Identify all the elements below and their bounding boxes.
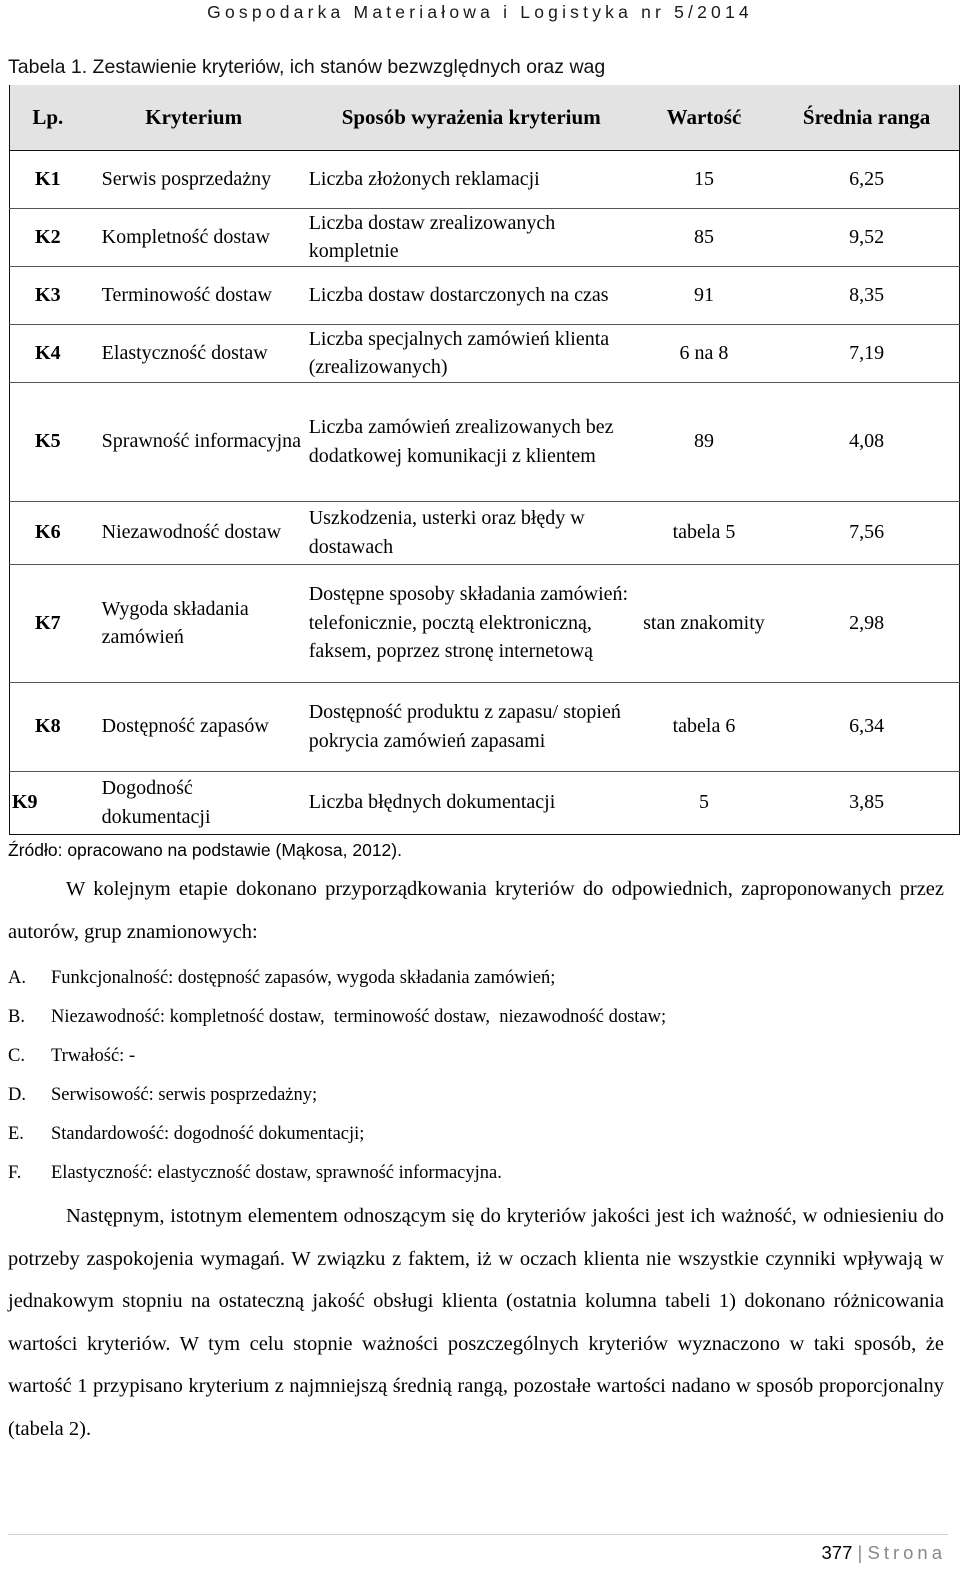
- header-lp: Lp.: [10, 85, 86, 150]
- header-ranga: Średnia ranga: [774, 85, 959, 150]
- table-row: [10, 501, 960, 564]
- list-letter: A.: [8, 968, 26, 988]
- footer-divider: [8, 1534, 948, 1535]
- list-item: [8, 1119, 944, 1158]
- cell-ranga: 3,85: [774, 771, 959, 834]
- table-row: [10, 208, 960, 266]
- table-row: [10, 771, 960, 834]
- running-header: Gospodarka Materiałowa i Logistyka nr 5/2014: [207, 2, 753, 22]
- cell-wartosc: stan znakomity: [634, 564, 775, 682]
- table-header-row: [10, 85, 960, 150]
- cell-lp: K2: [10, 208, 86, 266]
- cell-lp: K6: [10, 501, 86, 564]
- cell-kryterium: Serwis posprzedażny: [86, 150, 302, 208]
- table-caption: Tabela 1. Zestawienie kryteriów, ich stanów bezwzględnych oraz wag: [8, 56, 606, 78]
- cell-ranga: 7,56: [774, 501, 959, 564]
- footer-separator: |: [857, 1542, 863, 1563]
- header-wartosc: Wartość: [634, 85, 775, 150]
- cell-lp: K9: [10, 771, 86, 834]
- cell-ranga: 6,34: [774, 682, 959, 771]
- cell-wartosc: 5: [634, 771, 775, 834]
- table-row: [10, 150, 960, 208]
- cell-sposob: Dostępność produktu z zapasu/ stopień pokrycia zamówień zapasami: [302, 682, 634, 771]
- page-number: 377: [821, 1542, 853, 1563]
- cell-wartosc: 89: [634, 382, 775, 501]
- footer-page-word: Strona: [867, 1542, 946, 1563]
- cell-lp: K5: [10, 382, 86, 501]
- header-sposob: Sposób wyrażenia kryterium: [302, 85, 634, 150]
- cell-kryterium: Wygoda składania zamówień: [86, 564, 302, 682]
- list-letter: F.: [8, 1163, 22, 1183]
- criteria-group-list: [8, 963, 944, 1197]
- cell-wartosc: 91: [634, 266, 775, 324]
- cell-lp: K3: [10, 266, 86, 324]
- cell-ranga: 7,19: [774, 324, 959, 382]
- cell-wartosc: 15: [634, 150, 775, 208]
- cell-wartosc: tabela 5: [634, 501, 775, 564]
- cell-wartosc: 6 na 8: [634, 324, 775, 382]
- list-text: Standardowość: dogodność dokumentacji;: [51, 1124, 365, 1144]
- cell-kryterium: Dostępność zapasów: [86, 682, 302, 771]
- cell-sposob: Liczba błędnych dokumentacji: [302, 771, 634, 834]
- table-source: Źródło: opracowano na podstawie (Mąkosa, 2012).: [8, 840, 402, 860]
- cell-kryterium: Sprawność informacyjna: [86, 382, 302, 501]
- cell-kryterium: Kompletność dostaw: [86, 208, 302, 266]
- list-letter: C.: [8, 1046, 25, 1066]
- list-item: [8, 1041, 944, 1080]
- cell-wartosc: 85: [634, 208, 775, 266]
- table-row: [10, 266, 960, 324]
- list-text: Funkcjonalność: dostępność zapasów, wygoda składania zamówień;: [51, 968, 556, 988]
- cell-ranga: 9,52: [774, 208, 959, 266]
- cell-ranga: 4,08: [774, 382, 959, 501]
- list-letter: B.: [8, 1007, 25, 1027]
- cell-sposob: Liczba złożonych reklamacji: [302, 150, 634, 208]
- cell-sposob: Dostępne sposoby składania zamówień: telefonicznie, pocztą elektroniczną, faksem, poprzez stronę internetową: [302, 564, 634, 682]
- list-text: Elastyczność: elastyczność dostaw, sprawność informacyjna.: [51, 1163, 502, 1183]
- cell-sposob: Liczba zamówień zrealizowanych bez dodatkowej komunikacji z klientem: [302, 382, 634, 501]
- page-footer: [822, 1542, 946, 1564]
- cell-lp: K7: [10, 564, 86, 682]
- table-row: [10, 564, 960, 682]
- cell-ranga: 8,35: [774, 266, 959, 324]
- list-item: [8, 1158, 944, 1197]
- header-kryterium: Kryterium: [86, 85, 302, 150]
- cell-ranga: 6,25: [774, 150, 959, 208]
- cell-ranga: 2,98: [774, 564, 959, 682]
- cell-kryterium: Elastyczność dostaw: [86, 324, 302, 382]
- list-item: [8, 1002, 944, 1041]
- table-row: [10, 682, 960, 771]
- cell-sposob: Liczba dostaw dostarczonych na czas: [302, 266, 634, 324]
- cell-wartosc: tabela 6: [634, 682, 775, 771]
- cell-lp: K1: [10, 150, 86, 208]
- list-item: [8, 1080, 944, 1119]
- list-text: Niezawodność: kompletność dostaw, terminowość dostaw, niezawodność dostaw;: [51, 1007, 667, 1027]
- table-row: [10, 324, 960, 382]
- cell-lp: K8: [10, 682, 86, 771]
- cell-sposob: Liczba specjalnych zamówień klienta (zrealizowanych): [302, 324, 634, 382]
- cell-sposob: Uszkodzenia, usterki oraz błędy w dostawach: [302, 501, 634, 564]
- criteria-table: [9, 85, 960, 835]
- list-letter: D.: [8, 1085, 26, 1105]
- paragraph-weights: Następnym, istotnym elementem odnoszącym się do kryteriów jakości jest ich ważność, w odniesieniu do potrzeby zaspokojenia wymagań. W związku z faktem, iż w oczach klienta nie wszystkie czynniki wpływają w jednakowym stopniu na ostateczną jakość obsługi klienta (ostatnia kolumna tabeli 1) dokonano różnicowania wartości kryteriów. W tym celu stopnie ważności poszczególnych kryteriów wyznaczono w taki sposób, że wartość 1 przypisano kryterium z najmniejszą średnią rangą, pozostałe wartości nadano w sposób proporcjonalny (tabela 2).: [8, 1205, 944, 1440]
- cell-kryterium: Dogodność dokumentacji: [86, 771, 302, 834]
- cell-lp: K4: [10, 324, 86, 382]
- list-letter: E.: [8, 1124, 24, 1144]
- paragraph-intro: W kolejnym etapie dokonano przyporządkowania kryteriów do odpowiednich, zaproponowanych przez autorów, grup znamionowych:: [8, 878, 944, 943]
- cell-sposob: Liczba dostaw zrealizowanych kompletnie: [302, 208, 634, 266]
- list-item: [8, 963, 944, 1002]
- list-text: Serwisowość: serwis posprzedażny;: [51, 1085, 318, 1105]
- cell-kryterium: Niezawodność dostaw: [86, 501, 302, 564]
- cell-kryterium: Terminowość dostaw: [86, 266, 302, 324]
- list-text: Trwałość: -: [51, 1046, 136, 1066]
- table-row: [10, 382, 960, 501]
